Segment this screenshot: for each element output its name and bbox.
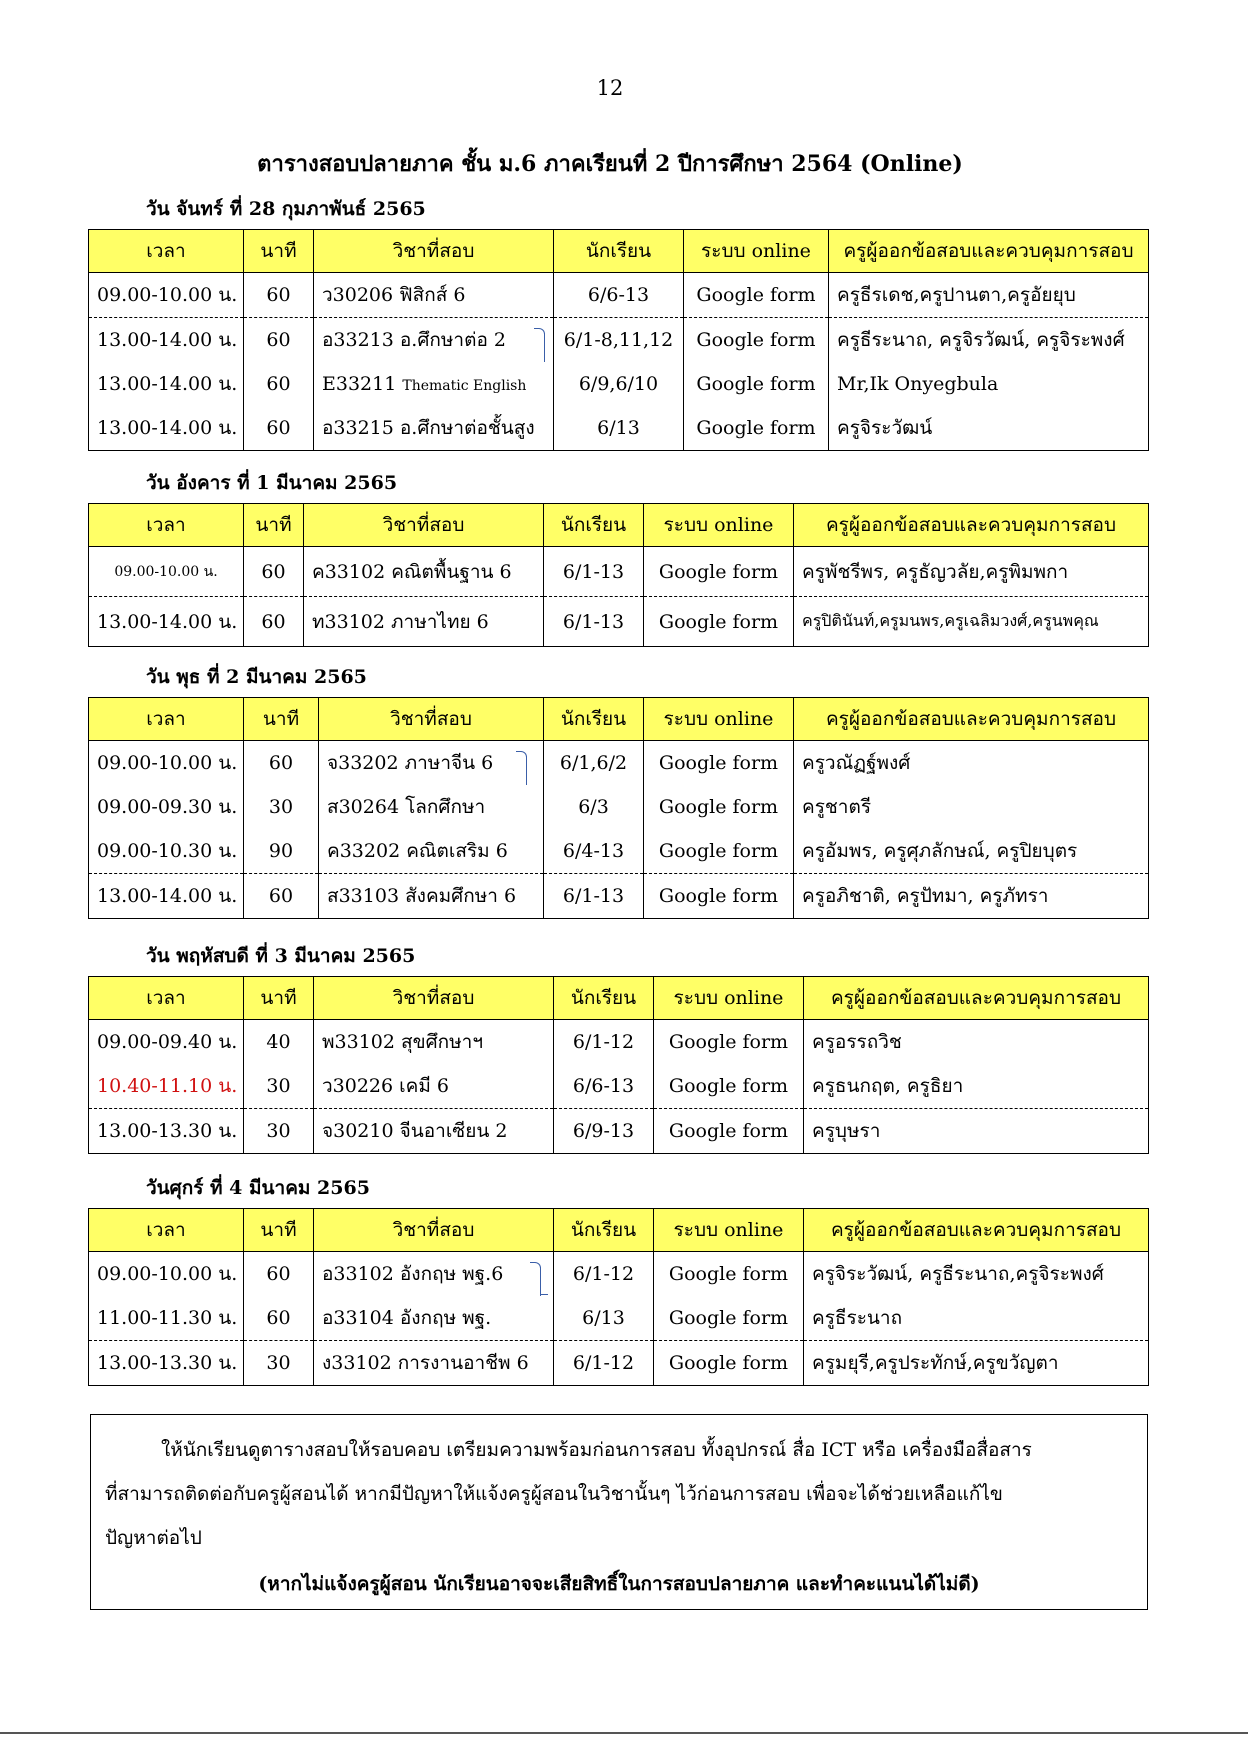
header-time: เวลา (89, 230, 244, 273)
table-row (89, 1064, 1149, 1109)
students-cell: 6/1-12 (554, 1252, 654, 1297)
header-subject: วิชาที่สอบ (314, 230, 554, 273)
students-cell: 6/6-13 (554, 273, 684, 318)
time-cell: 09.00-09.40 น. (89, 1020, 244, 1065)
system-cell: Google form (644, 829, 794, 874)
subject-cell: อ33215 อ.ศึกษาต่อชั้นสูง (314, 406, 554, 451)
time-cell: 09.00-10.00 น. (89, 741, 244, 786)
notice-line-3: ปัญหาต่อไป (105, 1527, 202, 1549)
minutes-cell: 60 (244, 597, 304, 647)
minutes-cell: 30 (244, 1341, 314, 1386)
day-heading-tuesday: วัน อังคาร ที่ 1 มีนาคม 2565 (146, 472, 398, 494)
subject-cell (314, 362, 554, 406)
system-cell: Google form (644, 785, 794, 829)
system-cell: Google form (644, 597, 794, 647)
header-time: เวลา (89, 698, 244, 741)
notice-line-1: ให้นักเรียนดูตารางสอบให้รอบคอบ เตรียมความพร้อมก่อนการสอบ ทั้งอุปกรณ์ สื่อ ICT หรือ เครื่องมือสื่อสาร (161, 1439, 1032, 1461)
header-teacher: ครูผู้ออกข้อสอบและควบคุมการสอบ (829, 230, 1149, 273)
students-cell: 6/1-13 (544, 547, 644, 597)
header-minutes: นาที (244, 1209, 314, 1252)
subject-cell: ค33102 คณิตพื้นฐาน 6 (304, 547, 544, 597)
notice-emphasis: (หากไม่แจ้งครูผู้สอน นักเรียนอาจจะเสียสิทธิ์ในการสอบปลายภาค และทำคะแนนได้ไม่ดี) (258, 1573, 980, 1595)
table-header-row (89, 504, 1149, 547)
header-teacher: ครูผู้ออกข้อสอบและควบคุมการสอบ (804, 1209, 1149, 1252)
table-row (89, 874, 1149, 919)
students-cell: 6/9-13 (554, 1109, 654, 1154)
teacher-cell: ครูธีระนาถ (804, 1296, 1149, 1341)
header-system: ระบบ online (684, 230, 829, 273)
minutes-cell: 60 (244, 1252, 314, 1297)
time-cell: 09.00-10.00 น. (89, 547, 244, 597)
header-time: เวลา (89, 977, 244, 1020)
system-cell: Google form (654, 1252, 804, 1297)
table-header-row (89, 230, 1149, 273)
header-subject: วิชาที่สอบ (319, 698, 544, 741)
table-header-row (89, 1209, 1149, 1252)
minutes-cell: 40 (244, 1020, 314, 1065)
table-row (89, 597, 1149, 647)
header-system: ระบบ online (654, 977, 804, 1020)
table-row (89, 1252, 1149, 1297)
table-row (89, 1020, 1149, 1065)
exam-table-tuesday (88, 503, 1149, 647)
header-system: ระบบ online (644, 698, 794, 741)
time-cell: 13.00-14.00 น. (89, 406, 244, 451)
students-cell: 6/1-8,11,12 (554, 318, 684, 363)
header-subject: วิชาที่สอบ (314, 977, 554, 1020)
system-cell: Google form (654, 1109, 804, 1154)
minutes-cell: 60 (244, 1296, 314, 1341)
header-minutes: นาที (244, 230, 314, 273)
time-cell: 13.00-14.00 น. (89, 362, 244, 406)
minutes-cell: 30 (244, 785, 319, 829)
table-row (89, 547, 1149, 597)
students-cell: 6/6-13 (554, 1064, 654, 1109)
teacher-cell: ครูมยุรี,ครูประทักษ์,ครูขวัญตา (804, 1341, 1149, 1386)
minutes-cell: 60 (244, 406, 314, 451)
teacher-cell: ครูอัมพร, ครูศุภลักษณ์, ครูปิยบุตร (794, 829, 1149, 874)
students-cell: 6/1-12 (554, 1020, 654, 1065)
minutes-cell: 30 (244, 1109, 314, 1154)
exam-table-thursday (88, 976, 1149, 1154)
system-cell: Google form (684, 362, 829, 406)
teacher-cell: ครูอภิชาติ, ครูปัทมา, ครูภัทรา (794, 874, 1149, 919)
time-cell: 09.00-10.30 น. (89, 829, 244, 874)
subject-text: อ33213 อ.ศึกษาต่อ 2 (322, 329, 506, 351)
students-cell: 6/1-13 (544, 597, 644, 647)
system-cell: Google form (684, 318, 829, 363)
minutes-cell: 60 (244, 547, 304, 597)
day-heading-wednesday: วัน พุธ ที่ 2 มีนาคม 2565 (146, 666, 367, 688)
teacher-cell: ครูจิระวัฒน์ (829, 406, 1149, 451)
table-row (89, 785, 1149, 829)
header-students: นักเรียน (554, 977, 654, 1020)
subject-cell: พ33102 สุขศึกษาฯ (314, 1020, 554, 1065)
system-cell: Google form (654, 1020, 804, 1065)
subject-cell: อ33104 อังกฤษ พฐ. (314, 1296, 554, 1341)
minutes-cell: 60 (244, 273, 314, 318)
students-cell: 6/1-12 (554, 1341, 654, 1386)
exam-table-monday (88, 229, 1149, 451)
header-teacher: ครูผู้ออกข้อสอบและควบคุมการสอบ (794, 504, 1149, 547)
subject-text: อ33102 อังกฤษ พฐ.6 (322, 1263, 504, 1285)
time-cell: 13.00-14.00 น. (89, 318, 244, 363)
header-minutes: นาที (244, 504, 304, 547)
exam-table-friday (88, 1208, 1149, 1386)
system-cell: Google form (644, 741, 794, 786)
header-time: เวลา (89, 1209, 244, 1252)
exam-table-wednesday (88, 697, 1149, 919)
teacher-cell: ครูบุษรา (804, 1109, 1149, 1154)
teacher-cell: Mr,Ik Onyegbula (829, 362, 1149, 406)
minutes-cell: 60 (244, 741, 319, 786)
time-cell: 13.00-14.00 น. (89, 597, 244, 647)
system-cell: Google form (684, 406, 829, 451)
students-cell: 6/3 (544, 785, 644, 829)
day-heading-monday: วัน จันทร์ ที่ 28 กุมภาพันธ์ 2565 (146, 198, 426, 220)
group-bracket (516, 751, 527, 785)
teacher-cell: ครูจิระวัฒน์, ครูธีระนาถ,ครูจิระพงศ์ (804, 1252, 1149, 1297)
teacher-cell: ครูชาตรี (794, 785, 1149, 829)
subject-cell: ค33202 คณิตเสริม 6 (319, 829, 544, 874)
group-bracket (534, 328, 545, 362)
time-cell: 09.00-10.00 น. (89, 273, 244, 318)
time-cell-highlighted: 10.40-11.10 น. (89, 1064, 244, 1109)
header-students: นักเรียน (544, 698, 644, 741)
minutes-cell: 60 (244, 318, 314, 363)
subject-cell: ว30226 เคมี 6 (314, 1064, 554, 1109)
header-system: ระบบ online (644, 504, 794, 547)
header-students: นักเรียน (554, 230, 684, 273)
students-cell: 6/4-13 (544, 829, 644, 874)
subject-cell (314, 318, 554, 363)
page-title: ตารางสอบปลายภาค ชั้น ม.6 ภาคเรียนที่ 2 ปีการศึกษา 2564 (Online) (257, 151, 963, 177)
subject-cell: ส30264 โลกศึกษา (319, 785, 544, 829)
students-cell: 6/13 (554, 1296, 654, 1341)
header-time: เวลา (89, 504, 244, 547)
notice-box (90, 1414, 1148, 1610)
minutes-cell: 90 (244, 829, 319, 874)
time-cell: 09.00-09.30 น. (89, 785, 244, 829)
system-cell: Google form (684, 273, 829, 318)
table-row (89, 273, 1149, 318)
teacher-cell: ครูปิตินันท์,ครูมนพร,ครูเฉลิมวงศ์,ครูนพคุณ (794, 597, 1149, 647)
header-minutes: นาที (244, 977, 314, 1020)
system-cell: Google form (654, 1064, 804, 1109)
time-cell: 09.00-10.00 น. (89, 1252, 244, 1297)
subject-text-small: Thematic English (402, 378, 527, 394)
table-row (89, 829, 1149, 874)
table-row (89, 741, 1149, 786)
header-teacher: ครูผู้ออกข้อสอบและควบคุมการสอบ (804, 977, 1149, 1020)
header-subject: วิชาที่สอบ (314, 1209, 554, 1252)
header-minutes: นาที (244, 698, 319, 741)
subject-cell: ว30206 ฟิสิกส์ 6 (314, 273, 554, 318)
teacher-cell: ครูธีรเดช,ครูปานตา,ครูอัยยุบ (829, 273, 1149, 318)
header-system: ระบบ online (654, 1209, 804, 1252)
teacher-cell: ครูธนกฤต, ครูธิยา (804, 1064, 1149, 1109)
header-subject: วิชาที่สอบ (304, 504, 544, 547)
table-header-row (89, 977, 1149, 1020)
students-cell: 6/9,6/10 (554, 362, 684, 406)
students-cell: 6/13 (554, 406, 684, 451)
header-teacher: ครูผู้ออกข้อสอบและควบคุมการสอบ (794, 698, 1149, 741)
system-cell: Google form (654, 1296, 804, 1341)
teacher-cell: ครูอรรถวิช (804, 1020, 1149, 1065)
minutes-cell: 60 (244, 874, 319, 919)
subject-cell: ส33103 สังคมศึกษา 6 (319, 874, 544, 919)
system-cell: Google form (644, 874, 794, 919)
subject-cell (319, 741, 544, 786)
subject-cell: ท33102 ภาษาไทย 6 (304, 597, 544, 647)
time-cell: 13.00-14.00 น. (89, 874, 244, 919)
header-students: นักเรียน (544, 504, 644, 547)
minutes-cell: 30 (244, 1064, 314, 1109)
time-cell: 13.00-13.30 น. (89, 1109, 244, 1154)
page-number: 12 (596, 76, 624, 100)
notice-line-2: ที่สามารถติดต่อกับครูผู้สอนได้ หากมีปัญหาให้แจ้งครูผู้สอนในวิชานั้นๆ ไว้ก่อนการสอบ เพื่อจะได้ช่วยเหลือแก้ไข (105, 1483, 1003, 1505)
group-bracket (530, 1262, 541, 1296)
table-row (89, 1109, 1149, 1154)
students-cell: 6/1,6/2 (544, 741, 644, 786)
day-heading-thursday: วัน พฤหัสบดี ที่ 3 มีนาคม 2565 (146, 945, 416, 967)
table-row (89, 406, 1149, 451)
subject-cell: จ30210 จีนอาเซียน 2 (314, 1109, 554, 1154)
subject-code: E33211 (322, 373, 403, 395)
teacher-cell: ครูพัชรีพร, ครูธัญวลัย,ครูพิมพกา (794, 547, 1149, 597)
subject-cell: ง33102 การงานอาชีพ 6 (314, 1341, 554, 1386)
page-bottom-rule (0, 1732, 1248, 1734)
teacher-cell: ครูวณัฏฐ์พงศ์ (794, 741, 1149, 786)
subject-cell (314, 1252, 554, 1297)
system-cell: Google form (654, 1341, 804, 1386)
minutes-cell: 60 (244, 362, 314, 406)
students-cell: 6/1-13 (544, 874, 644, 919)
subject-text: จ33202 ภาษาจีน 6 (327, 752, 494, 774)
table-row (89, 362, 1149, 406)
day-heading-friday: วันศุกร์ ที่ 4 มีนาคม 2565 (146, 1177, 370, 1199)
teacher-cell: ครูธีระนาถ, ครูจิรวัฒน์, ครูจิระพงศ์ (829, 318, 1149, 363)
time-cell: 11.00-11.30 น. (89, 1296, 244, 1341)
table-header-row (89, 698, 1149, 741)
table-row (89, 318, 1149, 363)
time-cell: 13.00-13.30 น. (89, 1341, 244, 1386)
system-cell: Google form (644, 547, 794, 597)
table-row (89, 1296, 1149, 1341)
table-row (89, 1341, 1149, 1386)
header-students: นักเรียน (554, 1209, 654, 1252)
